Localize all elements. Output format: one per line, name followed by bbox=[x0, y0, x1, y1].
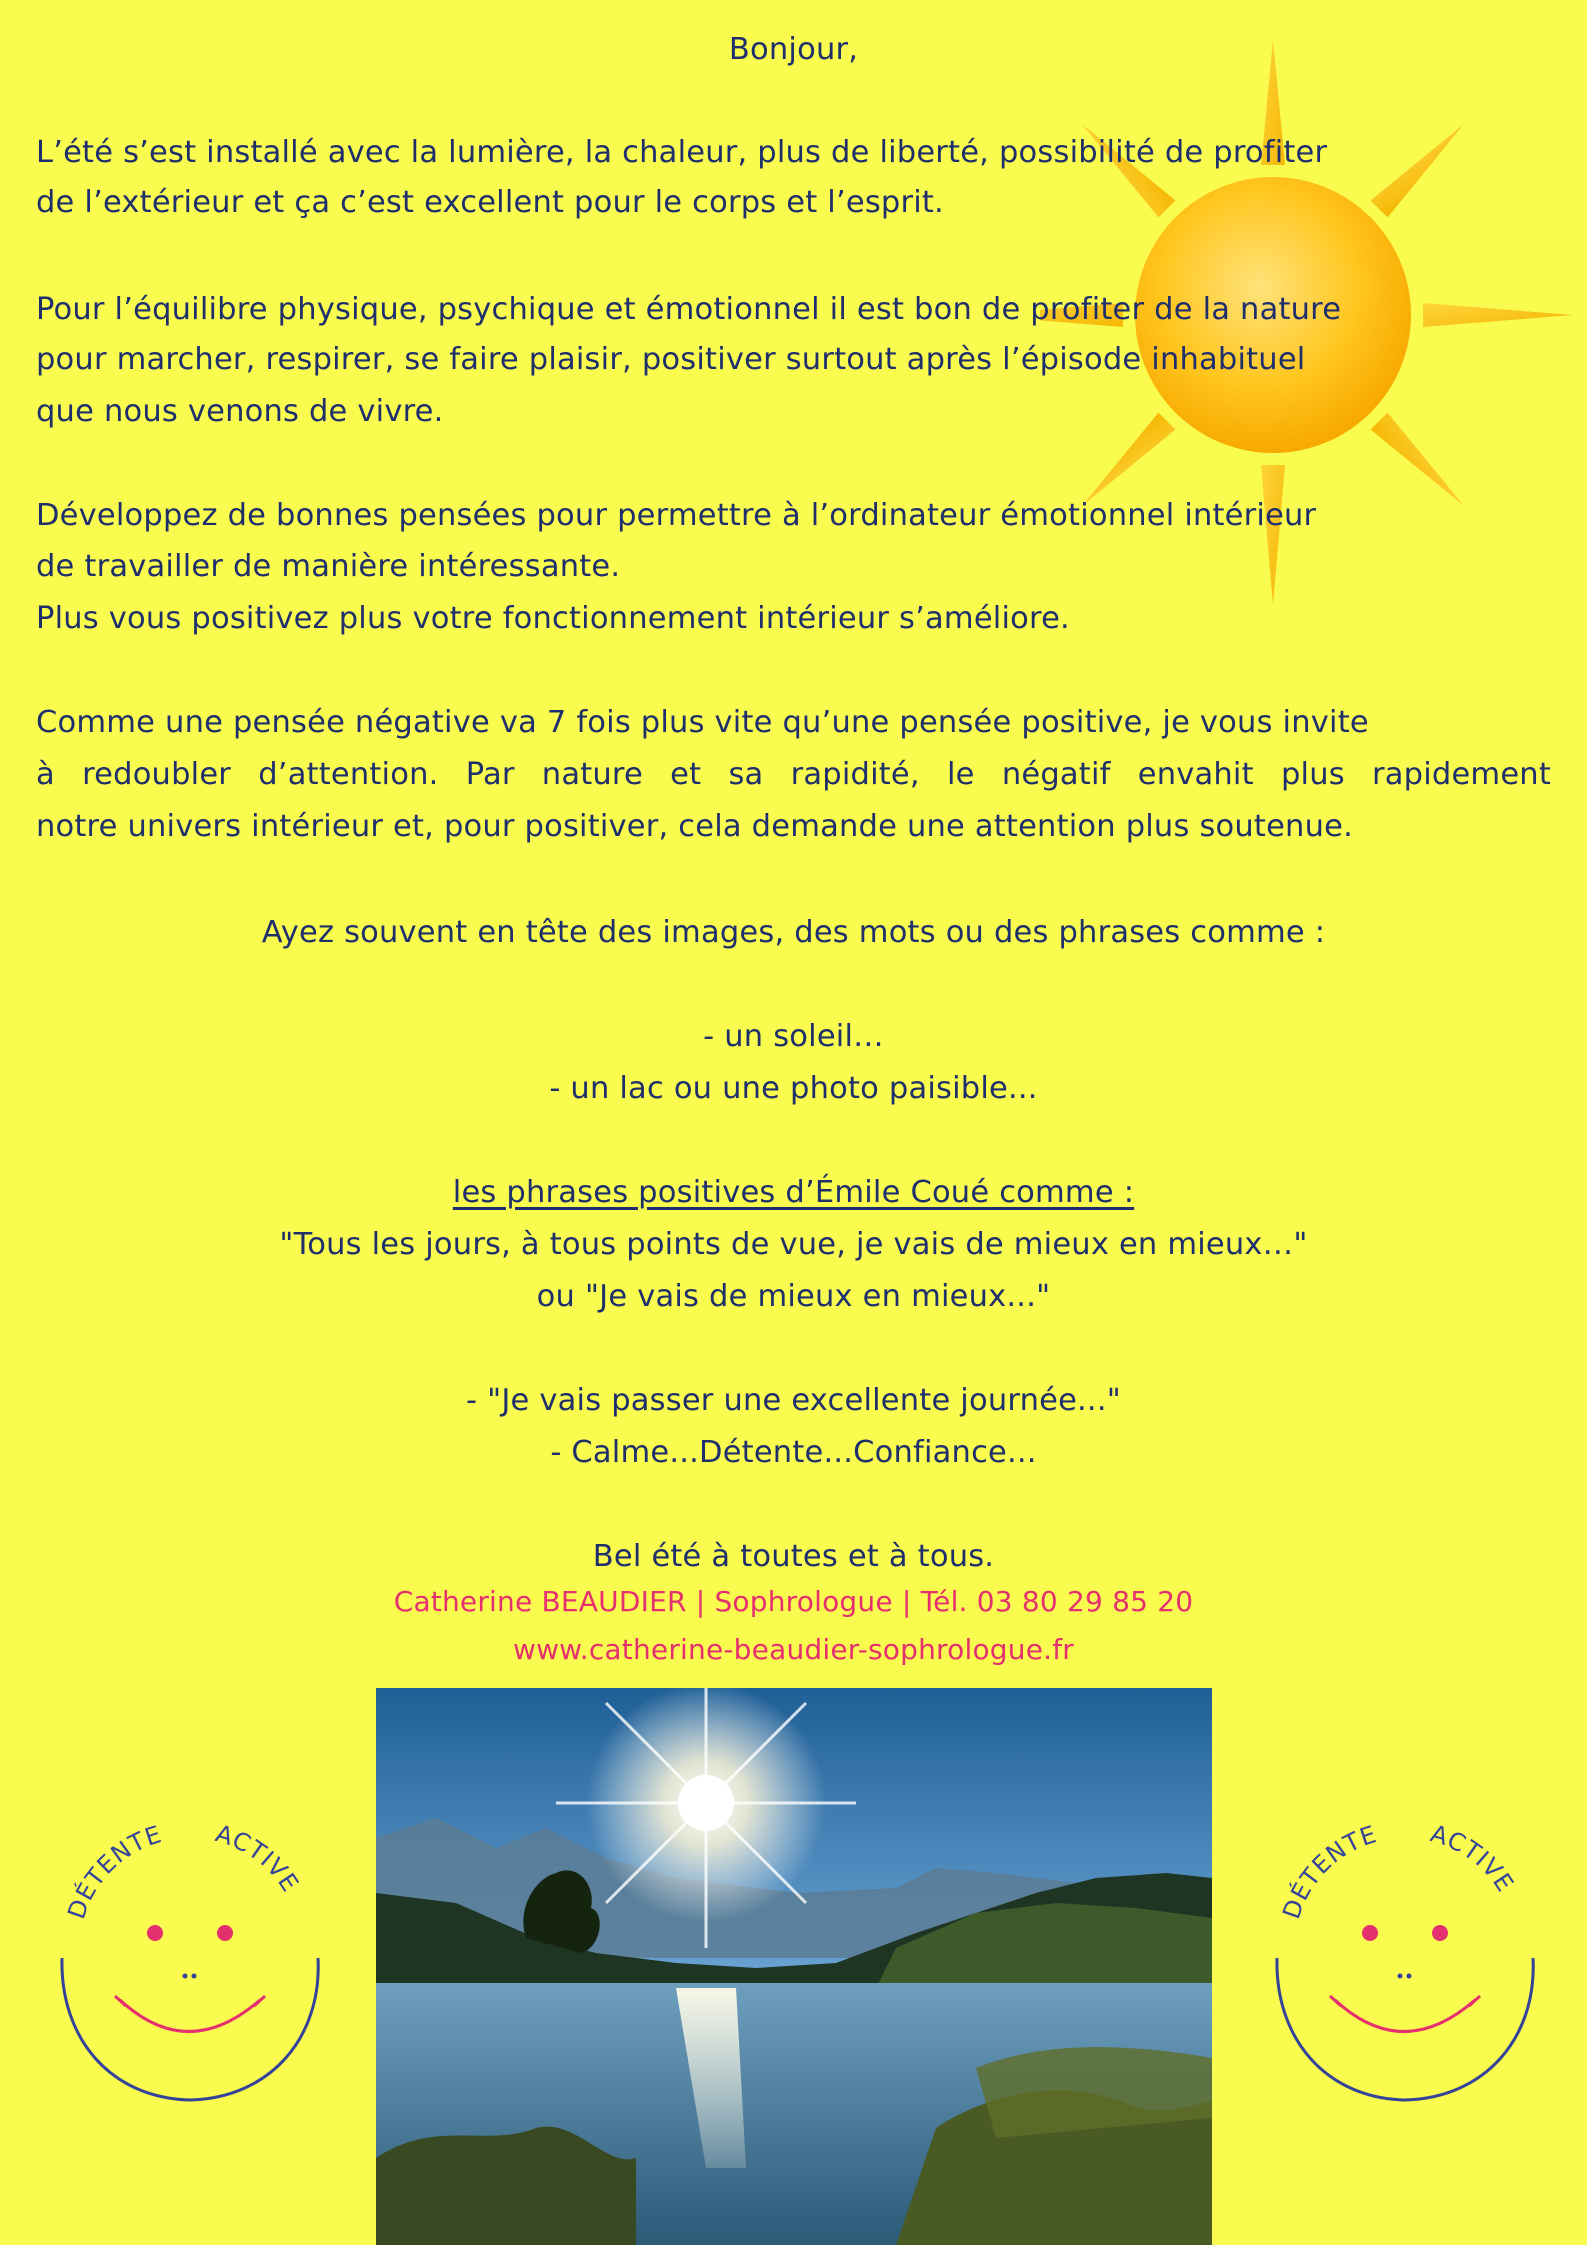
contact-line: Catherine BEAUDIER | Sophrologue | Tél. 03 80 29 85 20 bbox=[393, 1585, 1194, 1618]
paragraph-line: pour marcher, respirer, se faire plaisir, positiver surtout après l’épisode inhabituel bbox=[36, 342, 1306, 377]
greeting: Bonjour, bbox=[728, 32, 859, 67]
detente-active-logo-right bbox=[1255, 1808, 1555, 2108]
paragraph-line: L’été s’est installé avec la lumière, la chaleur, plus de liberté, possibilité de profiter bbox=[36, 135, 1328, 170]
paragraph-line: Plus vous positivez plus votre fonctionnement intérieur s’améliore. bbox=[36, 601, 1070, 636]
logo-word2: ACTIVE bbox=[212, 1819, 305, 1898]
coue-heading: les phrases positives d’Émile Coué comme : bbox=[452, 1175, 1135, 1210]
logo-word2: ACTIVE bbox=[1427, 1819, 1520, 1898]
paragraph-line: Comme une pensée négative va 7 fois plus vite qu’une pensée positive, je vous invite bbox=[36, 705, 1369, 740]
detente-active-logo-left bbox=[40, 1808, 340, 2108]
images-intro: Ayez souvent en tête des images, des mots ou des phrases comme : bbox=[261, 915, 1326, 950]
image-item: - un soleil… bbox=[703, 1019, 884, 1054]
paragraph-line: notre univers intérieur et, pour positiver, cela demande une attention plus soutenue. bbox=[36, 809, 1353, 844]
paragraph-line: Pour l’équilibre physique, psychique et émotionnel il est bon de profiter de la nature bbox=[36, 292, 1342, 327]
coue-phrase: ou "Je vais de mieux en mieux..." bbox=[536, 1279, 1051, 1314]
website-link[interactable]: www.catherine-beaudier-sophrologue.fr bbox=[512, 1633, 1074, 1666]
closing: Bel été à toutes et à tous. bbox=[592, 1539, 995, 1574]
paragraph-line: que nous venons de vivre. bbox=[36, 394, 444, 429]
paragraph-line: à redoubler d’attention. Par nature et sa rapidité, le négatif envahit plus rapidement bbox=[36, 757, 1551, 792]
mantra: - "Je vais passer une excellente journée..." bbox=[466, 1383, 1121, 1418]
svg-text:ACTIVE bbox=[212, 1819, 304, 1897]
paragraph-line: Développez de bonnes pensées pour permettre à l’ordinateur émotionnel intérieur bbox=[36, 498, 1317, 533]
logo-word1: DÉTENTE bbox=[62, 1820, 166, 1923]
paragraph-line: de travailler de manière intéressante. bbox=[36, 549, 621, 584]
coue-phrase: "Tous les jours, à tous points de vue, je vais de mieux en mieux…" bbox=[279, 1227, 1308, 1262]
image-item: - un lac ou une photo paisible... bbox=[549, 1071, 1038, 1106]
lake-photo bbox=[376, 1688, 1212, 2245]
logo-word1: DÉTENTE bbox=[1277, 1820, 1381, 1923]
paragraph-line: de l’extérieur et ça c’est excellent pour le corps et l’esprit. bbox=[36, 185, 944, 220]
svg-text:DÉTENTE bbox=[1277, 1820, 1380, 1922]
mantra: - Calme...Détente...Confiance... bbox=[550, 1435, 1037, 1470]
svg-text:ACTIVE bbox=[1427, 1819, 1519, 1897]
svg-text:DÉTENTE bbox=[62, 1820, 165, 1922]
